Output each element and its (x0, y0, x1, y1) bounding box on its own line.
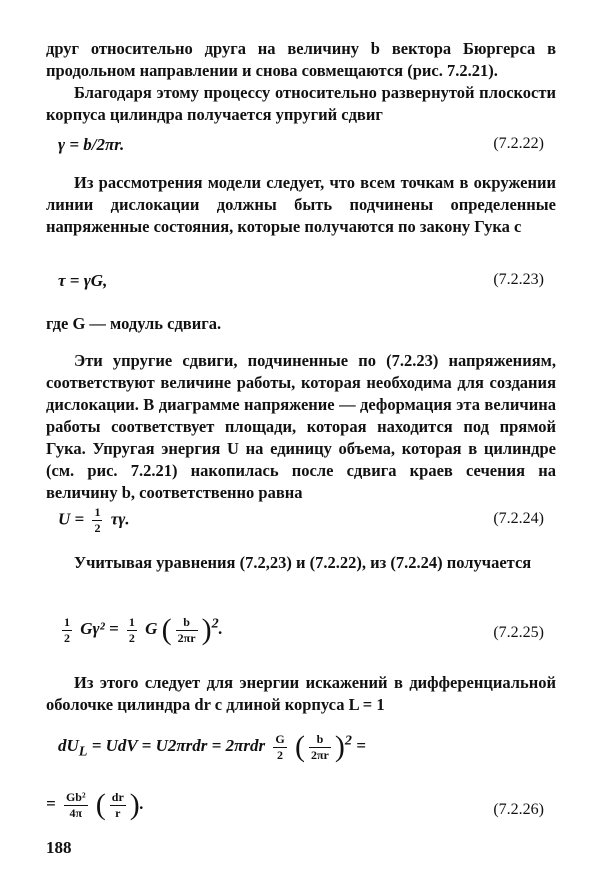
page-number: 188 (46, 838, 72, 857)
eq24-fraction-num: 1 (94, 505, 101, 519)
equation-number-7-2-24: (7.2.24) (493, 510, 544, 527)
eq26-f1-num: G (275, 731, 285, 746)
eq26-lhs-sub: L (78, 743, 88, 760)
equation-7-2-22: γ = b/2πr. (58, 135, 125, 154)
eq25-fraction-1 (62, 615, 72, 646)
eq26-fraction-1 (273, 732, 286, 763)
eq25-g: G (145, 618, 158, 638)
equation-7-2-24 (58, 505, 130, 536)
eq26-right-paren: ) (334, 730, 345, 763)
eq25-right-paren: ) (201, 613, 212, 646)
eq25-f3-num: b (176, 615, 198, 631)
equation-7-2-23: τ = γG, (58, 271, 108, 290)
paragraph-1: друг относительно друга на величину b вектора Бюргерса в продольном направлении и снова совмещаются (рис. 7.2.21). (46, 39, 556, 80)
eq25-fraction-3 (176, 615, 198, 646)
eq26b-f2-num: dr (111, 789, 124, 804)
eq26-lhs: dU (58, 735, 79, 755)
eq26-f1-den: 2 (277, 747, 284, 762)
paragraph-6: Учитывая уравнения (7.2,23) и (7.2.22), из (7.2.24) получается (74, 553, 532, 572)
eq26b-equals: = (46, 793, 56, 813)
eq26-power: 2 (344, 732, 352, 749)
paragraph-3: Из рассмотрения модели следует, что всем точкам в окружении линии дислокации должны быть подчинены определенные напряженные состояния, которые получаются по закону Гука с (46, 173, 556, 236)
eq25-f1-num: 1 (64, 614, 70, 629)
eq25-mid: Gγ² = (80, 618, 119, 638)
eq25-f2-den: 2 (128, 630, 135, 645)
eq26b-f1-num: Gb² (65, 789, 86, 804)
equation-number-7-2-25: (7.2.25) (493, 624, 544, 641)
eq26b-fraction-1 (64, 790, 88, 821)
eq26b-fraction-2 (110, 790, 126, 821)
equation-7-2-26-line-2 (46, 788, 144, 822)
eq25-fraction-2 (127, 615, 137, 646)
equation-number-7-2-23: (7.2.23) (493, 271, 544, 288)
equation-number-7-2-26: (7.2.26) (493, 801, 544, 818)
eq25-left-paren: ( (161, 613, 172, 646)
equation-number-7-2-22: (7.2.22) (493, 135, 544, 152)
eq26-f2-den: 2πr (310, 747, 329, 762)
eq26b-f1-den: 4π (69, 805, 83, 820)
eq26b-end: . (139, 793, 145, 813)
eq25-f2-num: 1 (128, 614, 135, 629)
eq24-rhs: τγ. (110, 509, 130, 529)
paragraph-4: где G — модуль сдвига. (46, 314, 222, 333)
eq26-equals: = (356, 735, 366, 755)
equation-7-2-26-line-1 (58, 730, 366, 764)
paragraph-5: Эти упругие сдвиги, подчиненные по (7.2.23) напряжениям, соответствуют величине работы, которая необходима для создания дислокации. В диаграмме напряжение — деформация эта величина работы соответствует площади, которая находится под прямой Гука. Упругая энергия U на единицу объема, которая в цилиндре (см. рис. 7.2.21) накопилась после сдвига краев сечения на величину b, соответственно равна (46, 351, 556, 502)
eq24-fraction (92, 505, 102, 536)
eq24-fraction-den: 2 (94, 521, 101, 535)
equation-7-2-25 (58, 613, 223, 647)
eq26-f2-num: b (309, 732, 331, 748)
eq26b-right-paren: ) (129, 788, 140, 821)
paragraph-7: Из этого следует для энергии искажений в дифференциальной оболочке цилиндра dr с длиной корпуса L = 1 (46, 673, 556, 714)
eq24-lhs: U = (58, 509, 85, 529)
eq26-left-paren: ( (294, 730, 305, 763)
eq25-f3-den: 2πr (177, 630, 196, 645)
eq26-rest: = UdV = U2πrdr = 2πrdr (87, 735, 266, 755)
eq26b-f2-den: r (115, 805, 121, 820)
eq25-f1-den: 2 (64, 630, 70, 645)
eq25-end: . (218, 618, 223, 638)
eq25-power: 2 (211, 615, 219, 632)
eq26-fraction-2 (309, 732, 331, 763)
eq26b-left-paren: ( (95, 788, 106, 821)
paragraph-2: Благодаря этому процессу относительно развернутой плоскости корпуса цилиндра получается упругий сдвиг (46, 83, 556, 124)
